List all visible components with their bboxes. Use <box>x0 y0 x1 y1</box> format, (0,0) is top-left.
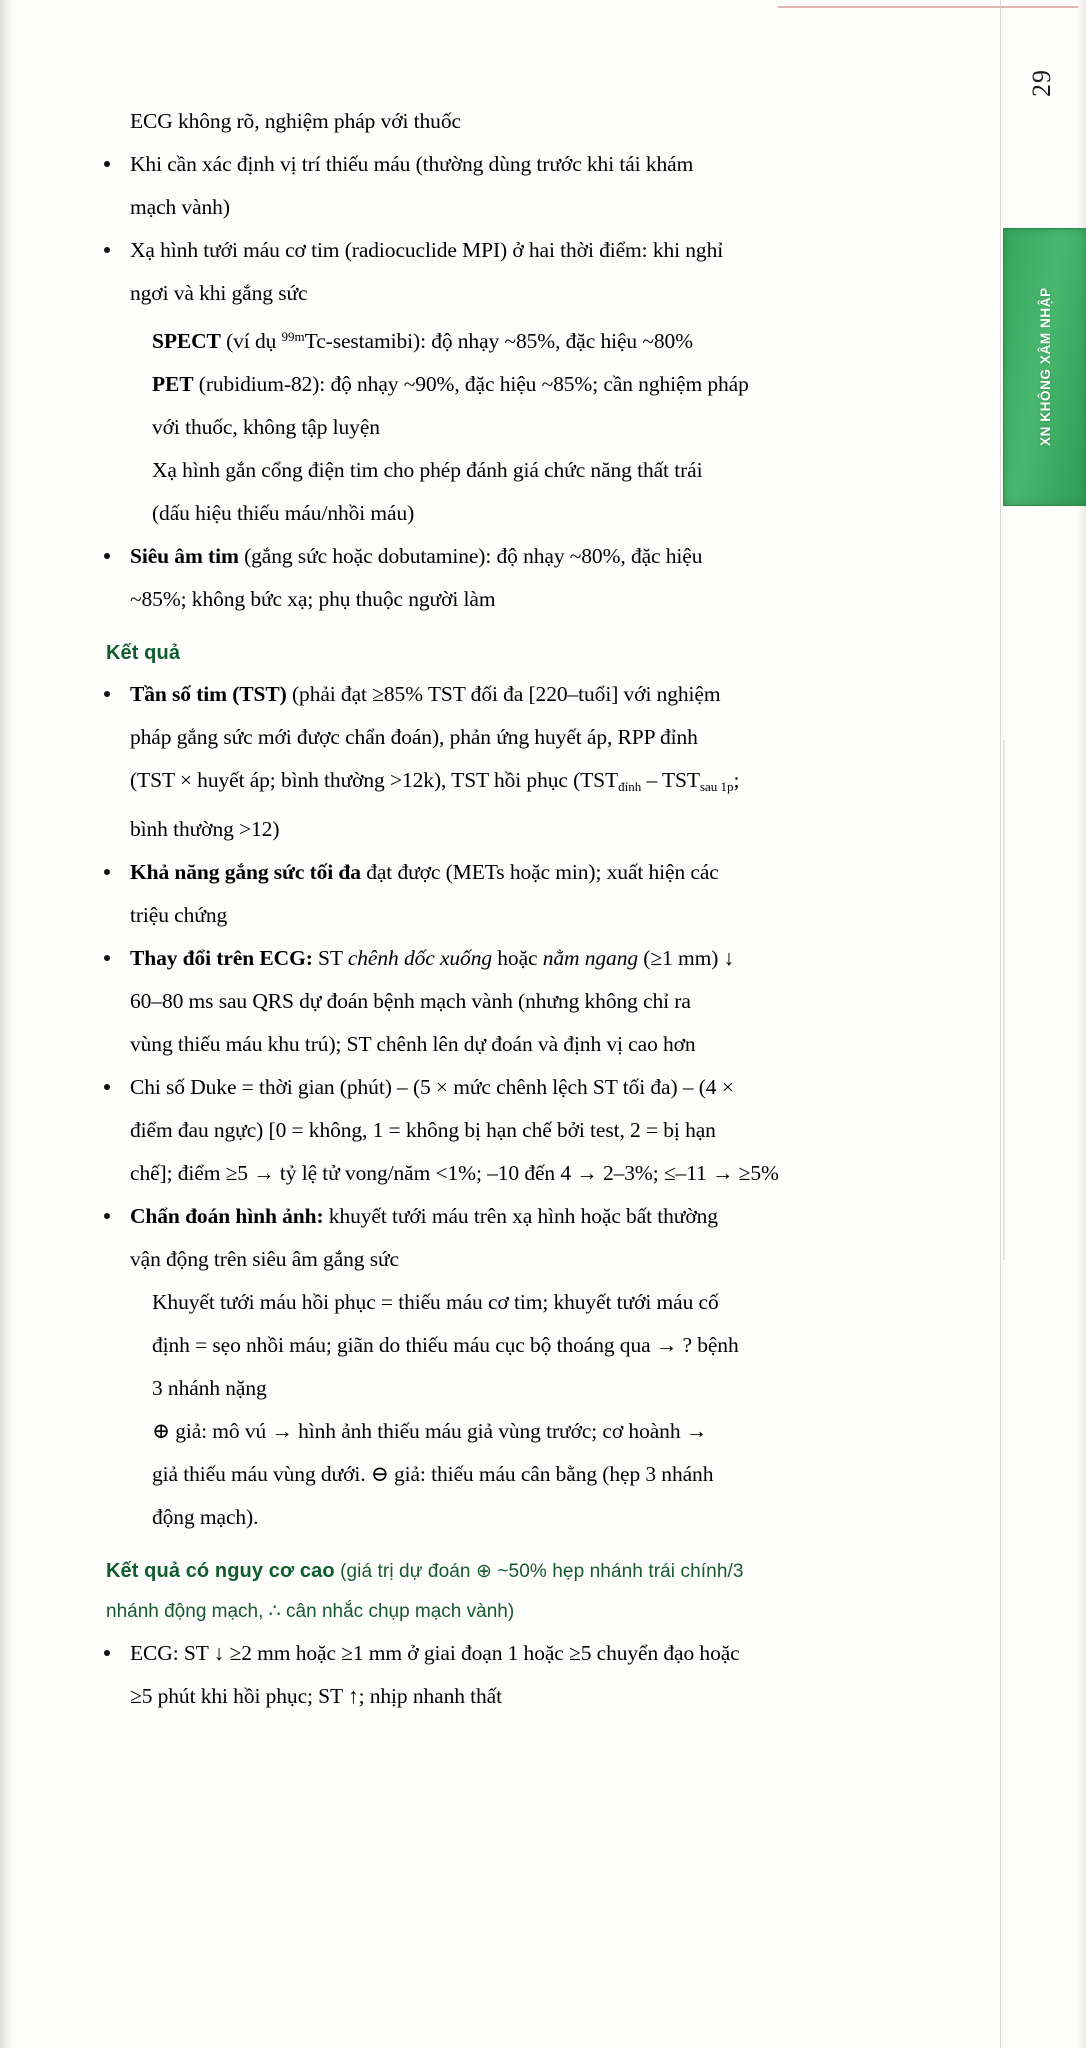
text-fragment: (TST × huyết áp; bình thường >12k), TST hồi phục (TST <box>130 768 619 792</box>
isotope-superscript: 99m <box>281 329 305 344</box>
text-line: (dấu hiệu thiếu máu/nhồi máu) <box>152 501 415 525</box>
text-fragment: đạt được (METs hoặc min); xuất hiện các <box>360 860 719 884</box>
bullet-icon <box>104 247 110 253</box>
bullet-icon <box>104 1650 110 1656</box>
term-thay-doi-ecg: Thay đổi trên ECG: <box>130 946 313 970</box>
text-line: định = sẹo nhồi máu; giãn do thiếu máu cục bộ thoáng qua → ? bệnh <box>152 1333 739 1357</box>
text-emphasis: nằm ngang <box>542 946 639 970</box>
text-line: ≥5 phút khi hồi phục; ST ↑; nhịp nhanh thất <box>130 1684 502 1708</box>
text-emphasis: chênh dốc xuống <box>347 946 492 970</box>
text-line: Chi số Duke = thời gian (phút) – (5 × mức chênh lệch ST tối đa) – (4 × <box>130 1075 734 1099</box>
list-item <box>96 937 786 980</box>
text-line: Khuyết tưới máu hồi phục = thiếu máu cơ tim; khuyết tưới máu cố <box>152 1290 719 1314</box>
text-line <box>96 315 786 363</box>
scan-top-rule <box>778 6 1078 8</box>
bullet-icon <box>104 869 110 875</box>
section-heading-ket-qua: Kết quả <box>106 642 181 664</box>
text-line <box>96 363 786 406</box>
text-line: vùng thiếu máu khu trú); ST chênh lên dự đoán và định vị cao hơn <box>130 1032 696 1056</box>
text-fragment: hoặc <box>492 946 543 970</box>
bullet-icon <box>104 553 110 559</box>
scan-hairline-right <box>1000 0 1001 2048</box>
text-line: bình thường >12) <box>130 817 280 841</box>
text-line: ~85%; không bức xạ; phụ thuộc người làm <box>130 587 496 611</box>
text-fragment: (phải đạt ≥85% TST đối đa [220–tuổi] với nghiệm <box>286 682 721 706</box>
text-line: giả thiếu máu vùng dưới. ⊖ giả: thiếu máu cân bằng (hẹp 3 nhánh <box>152 1462 714 1486</box>
text-line: với thuốc, không tập luyện <box>152 415 380 439</box>
text-fragment: – TST <box>641 768 700 792</box>
list-item <box>96 229 786 272</box>
text-line: chế]; điểm ≥5 → tỷ lệ tử vong/năm <1%; –10 đến 4 → 2–3%; ≤–11 → ≥5% <box>130 1161 779 1185</box>
heading-strong: Kết quả có nguy cơ cao <box>106 1560 335 1582</box>
text-line: 3 nhánh nặng <box>152 1376 267 1400</box>
text-line: mạch vành) <box>130 195 230 219</box>
text-fragment: ST <box>312 946 348 970</box>
text-line: ECG không rõ, nghiệm pháp với thuốc <box>130 109 461 133</box>
bullet-icon <box>104 955 110 961</box>
bullet-icon <box>104 1213 110 1219</box>
list-item <box>96 1195 786 1238</box>
list-item <box>96 1632 786 1675</box>
text-line: động mạch). <box>152 1505 259 1529</box>
page-body <box>96 100 786 1718</box>
list-item <box>96 535 786 578</box>
spacer <box>96 1539 786 1551</box>
text-line: Xạ hình tưới máu cơ tim (radiocuclide MPI) ở hai thời điểm: khi nghỉ <box>130 238 724 262</box>
scan-edge-shadow-left <box>0 0 14 2048</box>
section-thumb-tab <box>1003 228 1086 506</box>
list-item <box>96 143 786 186</box>
list-item <box>96 851 786 894</box>
text-fragment: ; <box>733 768 740 792</box>
subscript-sau-1p: sau 1p <box>699 779 734 794</box>
text-line: vận động trên siêu âm gắng sức <box>130 1247 399 1271</box>
term-echo: Siêu âm tim <box>130 544 239 568</box>
list-item <box>96 673 786 716</box>
text-line: 60–80 ms sau QRS dự đoán bệnh mạch vành (nhưng không chỉ ra <box>130 989 691 1013</box>
text-fragment: khuyết tưới máu trên xạ hình hoặc bất thường <box>323 1204 718 1228</box>
bullet-icon <box>104 691 110 697</box>
term-chan-doan-hinh-anh: Chẩn đoán hình ảnh: <box>130 1204 324 1228</box>
page-number: 29 <box>1027 69 1056 97</box>
text-line: ngơi và khi gắng sức <box>130 281 308 305</box>
list-item <box>96 1066 786 1109</box>
term-kha-nang-gang-suc: Khả năng gắng sức tối đa <box>130 860 361 884</box>
text-fragment: (gắng sức hoặc dobutamine): độ nhạy ~80%, đặc hiệu <box>238 544 703 568</box>
text-line: pháp gắng sức mới được chẩn đoán), phản ứng huyết áp, RPP đỉnh <box>130 725 698 749</box>
text-line <box>96 759 786 808</box>
text-fragment: (rubidium-82): độ nhạy ~90%, đặc hiệu ~85%; cần nghiệm pháp <box>193 372 749 396</box>
bullet-icon <box>104 161 110 167</box>
section-thumb-tab-label: XN KHÔNG XÂM NHẬP <box>1038 287 1053 447</box>
bullet-icon <box>104 1084 110 1090</box>
subscript-dinh: đỉnh <box>618 779 642 794</box>
text-line: Khi cần xác định vị trí thiếu máu (thường dùng trước khi tái khám <box>130 152 694 176</box>
heading-detail: (giá trị dự đoán ⊕ ~50% hẹp nhánh trái chính/3 <box>334 1561 744 1582</box>
spacer <box>96 621 786 633</box>
term-spect: SPECT <box>152 329 221 353</box>
text-fragment: (≥1 mm) ↓ <box>638 946 735 970</box>
term-tan-so-tim: Tần số tim (TST) <box>130 682 287 706</box>
section-heading-nguy-co-cao <box>96 1551 786 1592</box>
text-line: ⊕ giả: mô vú → hình ảnh thiếu máu giả vùng trước; cơ hoành → <box>152 1419 708 1443</box>
text-line: triệu chứng <box>130 903 228 927</box>
text-line: Xạ hình gắn cổng điện tim cho phép đánh giá chức năng thất trái <box>152 458 703 482</box>
term-pet: PET <box>152 372 194 396</box>
text-fragment: Tc-sestamibi): độ nhạy ~85%, đặc hiệu ~80% <box>304 329 693 353</box>
text-line: ECG: ST ↓ ≥2 mm hoặc ≥1 mm ở giai đoạn 1 hoặc ≥5 chuyển đạo hoặc <box>130 1641 740 1665</box>
section-heading-continuation: nhánh động mạch, ∴ cân nhắc chụp mạch vành) <box>106 1601 515 1622</box>
text-line: điểm đau ngực) [0 = không, 1 = không bị hạn chế bởi test, 2 = bị hạn <box>130 1118 716 1142</box>
text-fragment: (ví dụ <box>220 329 282 353</box>
scan-hairline-mid <box>1003 740 1005 1260</box>
